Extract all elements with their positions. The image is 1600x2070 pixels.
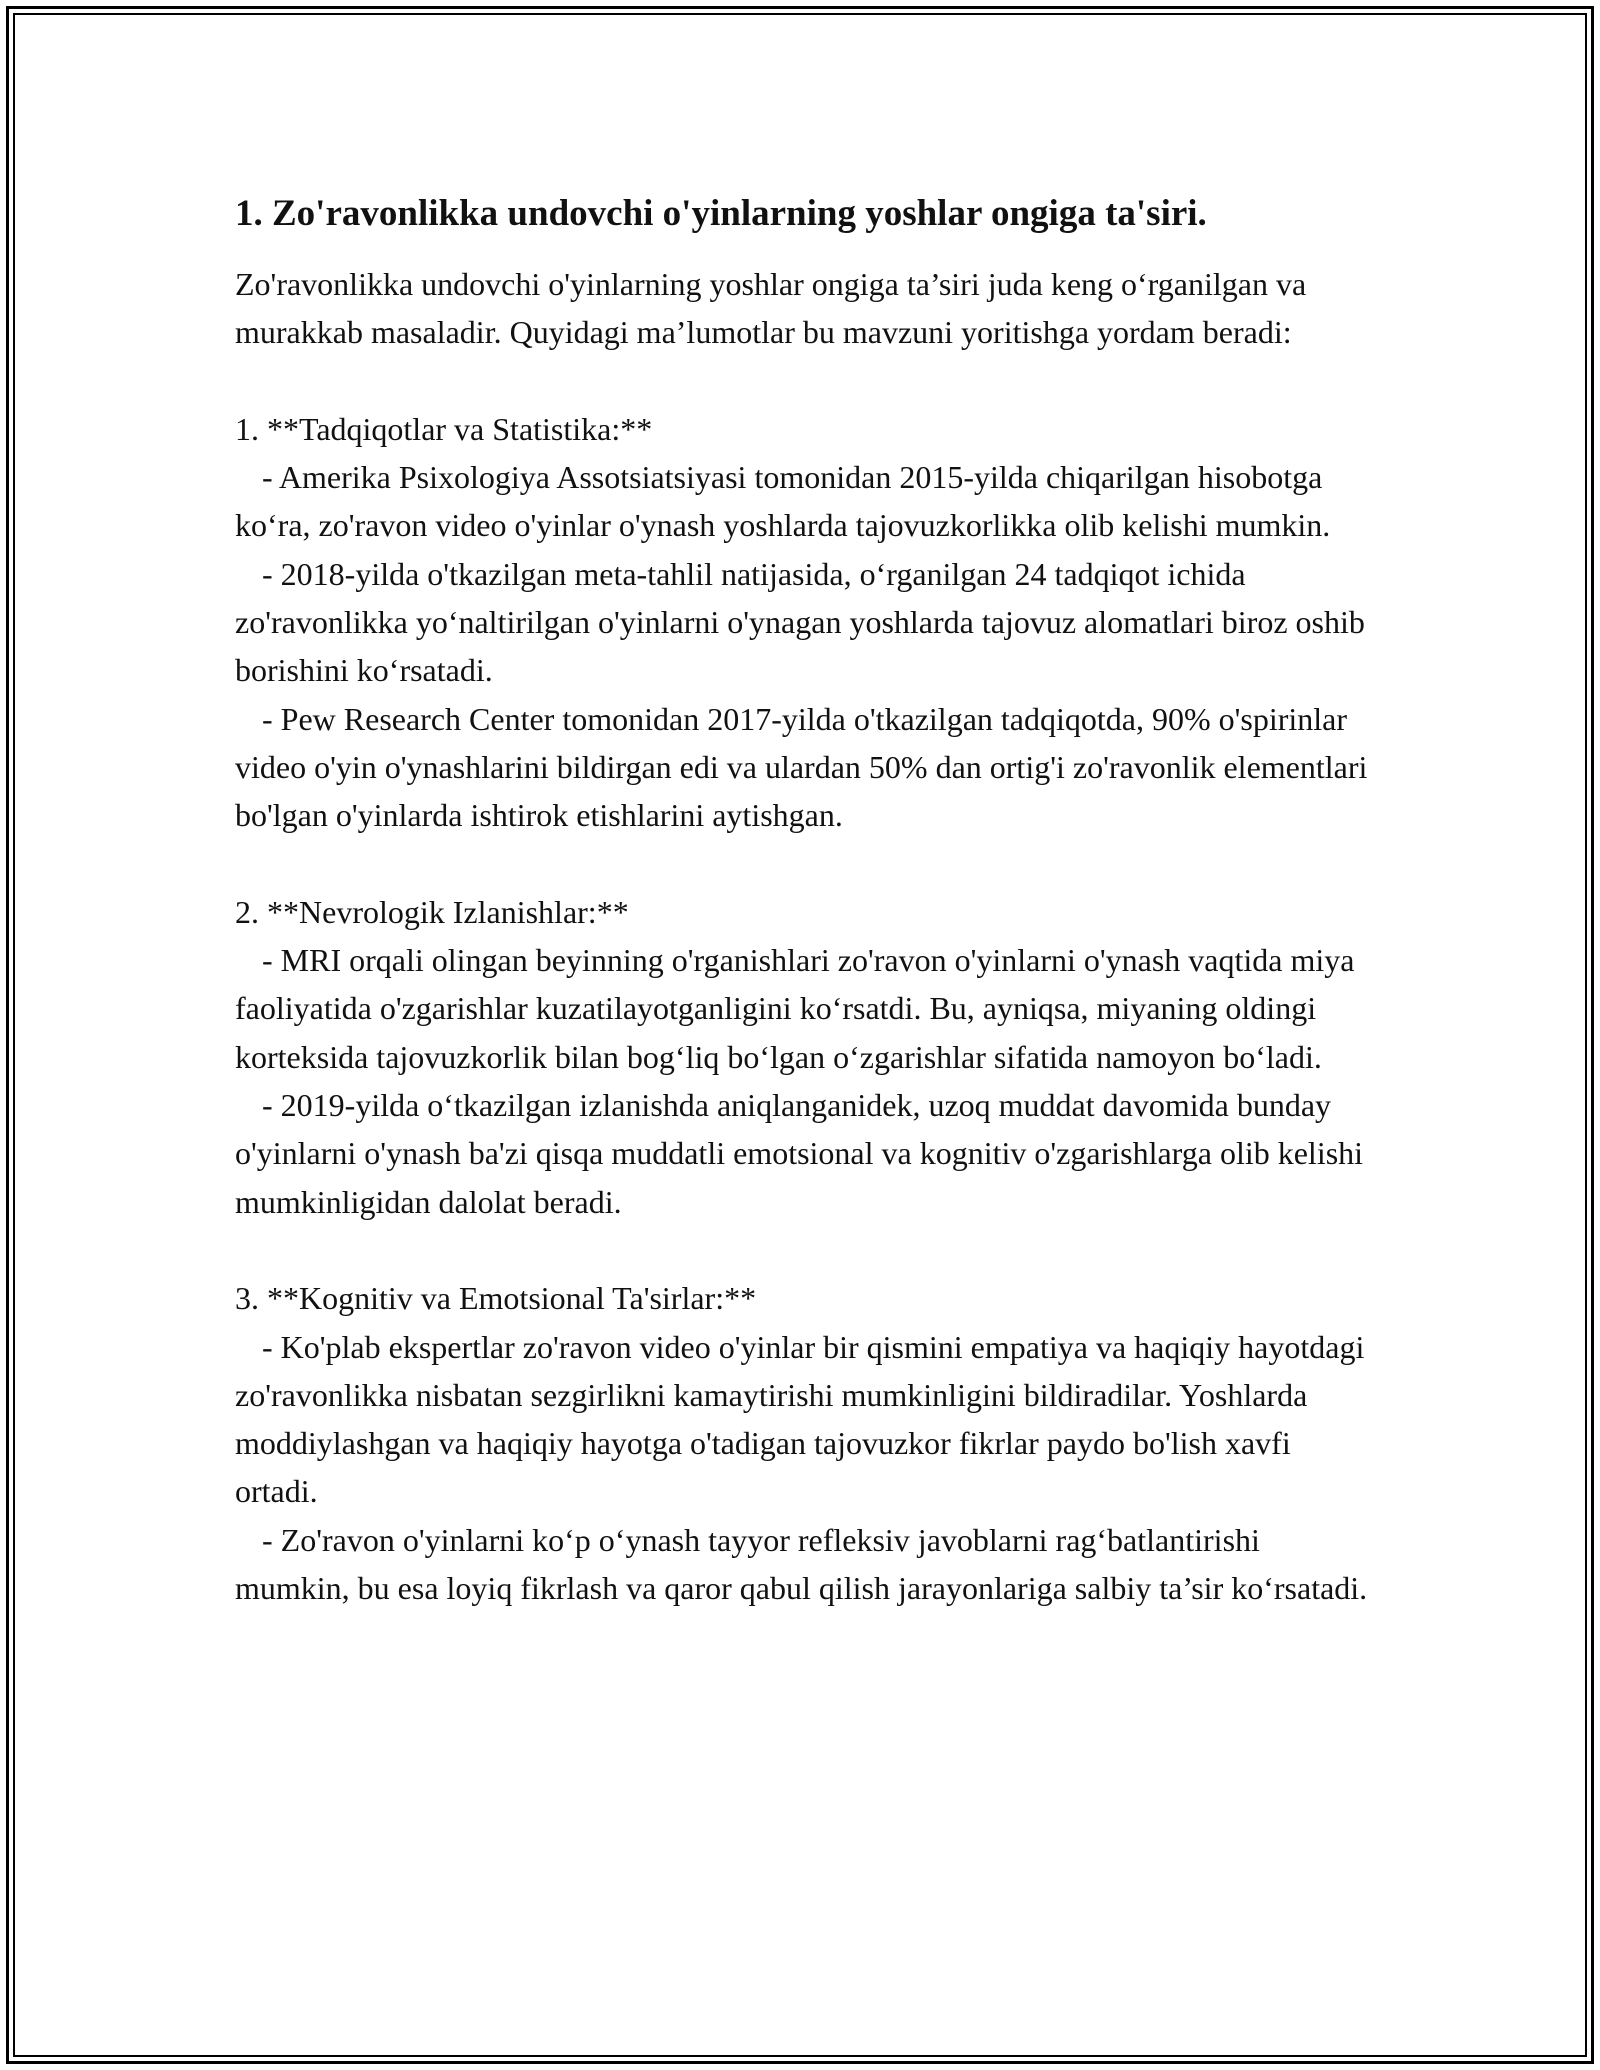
list-item: - MRI orqali olingan beyinning o'rganishlari zo'ravon o'yinlarni o'ynash vaqtida miya faoliyatida o'zgarishlar kuzatilayotganligini ko‘rsatdi. Bu, ayniqsa, miyaning oldingi korteksida tajovuzkorlik bilan bog‘liq bo‘lgan o‘zgarishlar sifatida namoyon bo‘ladi. — [235, 942, 1355, 1075]
section-heading: 2. **Nevrologik Izlanishlar:** — [235, 893, 629, 930]
document-body — [235, 186, 1375, 1612]
list-item: - Pew Research Center tomonidan 2017-yilda o'tkazilgan tadqiqotda, 90% o'spirinlar video o'yin o'ynashlarini bildirgan edi va ulardan 50% dan ortig'i zo'ravonlik elementlari bo'lgan o'yinlarda ishtirok etishlarini aytishgan. — [235, 700, 1368, 834]
section-neurological-research — [235, 888, 1375, 1226]
list-item: - 2019-yilda o‘tkazilgan izlanishda aniqlanganidek, uzoq muddat davomida bunday o'yinlarni o'ynash ba'zi qisqa muddatli emotsional va kognitiv o'zgarishlarga olib kelishi mumkinligidan dalolat beradi. — [235, 1087, 1364, 1220]
list-item: - Ko'plab ekspertlar zo'ravon video o'yinlar bir qismini empatiya va haqiqiy hayotdagi zo'ravonlikka nisbatan sezgirlikni kamaytirishi mumkinligini bildiradilar. Yoshlarda moddiylashgan va haqiqiy hayotga o'tadigan tajovuzkor fikrlar paydo bo'lish xavfi ortadi. — [235, 1328, 1365, 1510]
section-research-statistics — [235, 405, 1375, 840]
section-heading: 1. **Tadqiqotlar va Statistika:** — [235, 410, 653, 447]
list-item: - 2018-yilda o'tkazilgan meta-tahlil natijasida, o‘rganilgan 24 tadqiqot ichida zo'ravonlikka yo‘naltirilgan o'yinlarni o'ynagan yoshlarda tajovuz alomatlari biroz oshib borishini ko‘rsatadi. — [235, 555, 1365, 689]
list-item: - Amerika Psixologiya Assotsiatsiyasi tomonidan 2015-yilda chiqarilgan hisobotga ko‘ra, zo'ravon video o'yinlar o'ynash yoshlarda tajovuzkorlikka olib kelishi mumkin. — [235, 459, 1331, 544]
document-title: 1. Zo'ravonlikka undovchi o'yinlarning yoshlar ongiga ta'siri. — [235, 193, 1207, 234]
intro-paragraph: Zo'ravonlikka undovchi o'yinlarning yoshlar ongiga ta’siri juda keng o‘rganilgan va murakkab masaladir. Quyidagi ma’lumotlar bu mavzuni yoritishga yordam beradi: — [235, 266, 1307, 351]
section-heading: 3. **Kognitiv va Emotsional Ta'sirlar:** — [235, 1280, 757, 1317]
section-cognitive-emotional-effects — [235, 1274, 1375, 1612]
list-item: - Zo'ravon o'yinlarni ko‘p o‘ynash tayyor refleksiv javoblarni rag‘batlantirishi mumkin, bu esa loyiq fikrlash va qaror qabul qilish jarayonlariga salbiy ta’sir ko‘rsatadi. — [235, 1521, 1368, 1607]
